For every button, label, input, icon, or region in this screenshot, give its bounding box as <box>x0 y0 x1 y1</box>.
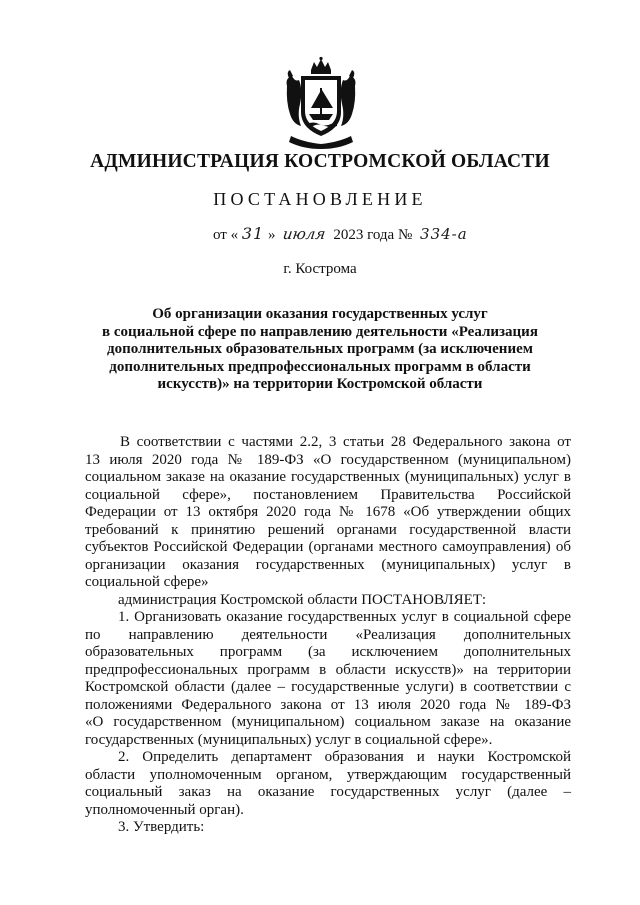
date-month-handwritten: июля <box>281 225 327 243</box>
body-line: по направлению деятельности «Реализация дополнительных <box>85 626 571 643</box>
body-line: образовательных программ (за исключением дополнительных <box>85 644 571 660</box>
date-mid: » <box>267 227 276 243</box>
title-line: Об организации оказания государственных услуг <box>152 306 488 322</box>
title-line: дополнительных предпрофессиональных программ в области <box>109 358 531 375</box>
body-line: социальной сфере» <box>85 574 209 590</box>
date-prefix: от « <box>213 227 239 243</box>
body-line: В соответствии с частями 2.2, 3 статьи 28 Федерального закона от <box>120 434 571 450</box>
body-line: социальный заказ на оказание государственных услуг (далее – <box>85 784 571 800</box>
document-title <box>70 306 570 394</box>
body-line: социальной сфере», постановлением Правительства Российской <box>85 486 571 503</box>
body-line: 13 июля 2020 года № 189-ФЗ «О государственном (муниципальном) <box>85 451 571 468</box>
body-line: субъектов Российской Федерации (органами местного самоуправления) об <box>85 539 571 555</box>
body-line: администрация Костромской области ПОСТАНОВЛЯЕТ: <box>118 591 487 608</box>
coat-of-arms-icon <box>283 56 359 150</box>
body-line: организации оказания государственных (муниципальных) услуг в <box>85 556 571 573</box>
body-line: 1. Организовать оказание государственных услуг в социальной сфере <box>118 609 571 625</box>
body-line: Костромской области (далее – государственные услуги) в соответствии с <box>85 679 571 695</box>
document-number-handwritten: 334-а <box>420 225 468 243</box>
body-line: 2. Определить департамент образования и науки Костромской <box>118 749 571 765</box>
organization-name: АДМИНИСТРАЦИЯ КОСТРОМСКОЙ ОБЛАСТИ <box>90 151 550 172</box>
body-line: социальном заказе на оказание государственных (муниципальных) услуг в <box>85 469 571 485</box>
body-line: положениями Федерального закона от 13 июля 2020 года № 189-ФЗ <box>85 696 571 713</box>
city-name: г. Кострома <box>283 261 357 277</box>
document-type: ПОСТАНОВЛЕНИЕ <box>213 189 427 209</box>
body-line: Федерации от 13 октября 2020 года № 1678 «Об утверждении общих <box>85 504 571 520</box>
document-date-line <box>213 224 468 244</box>
body-line: уполномоченный орган). <box>85 801 244 818</box>
date-day-handwritten: 31 <box>241 224 265 243</box>
body-line: государственных (муниципальных) услуг в социальной сфере». <box>85 731 493 748</box>
body-line: «О государственном (муниципальном) социальном заказе на оказание <box>85 714 571 730</box>
body-line: области уполномоченным органом, утверждающим государственный <box>85 766 571 783</box>
body-line: предпрофессиональных программ в области искусств)» на территории <box>85 661 571 678</box>
title-line: искусств)» на территории Костромской области <box>157 376 483 393</box>
title-line: дополнительных образовательных программ (за исключением <box>107 341 533 358</box>
title-line: в социальной сфере по направлению деятельности «Реализация <box>102 323 538 340</box>
body-line: требований к принятию решений органами государственной власти <box>85 521 571 538</box>
body-line: 3. Утвердить: <box>118 819 205 835</box>
date-year: 2023 года № <box>333 227 413 243</box>
